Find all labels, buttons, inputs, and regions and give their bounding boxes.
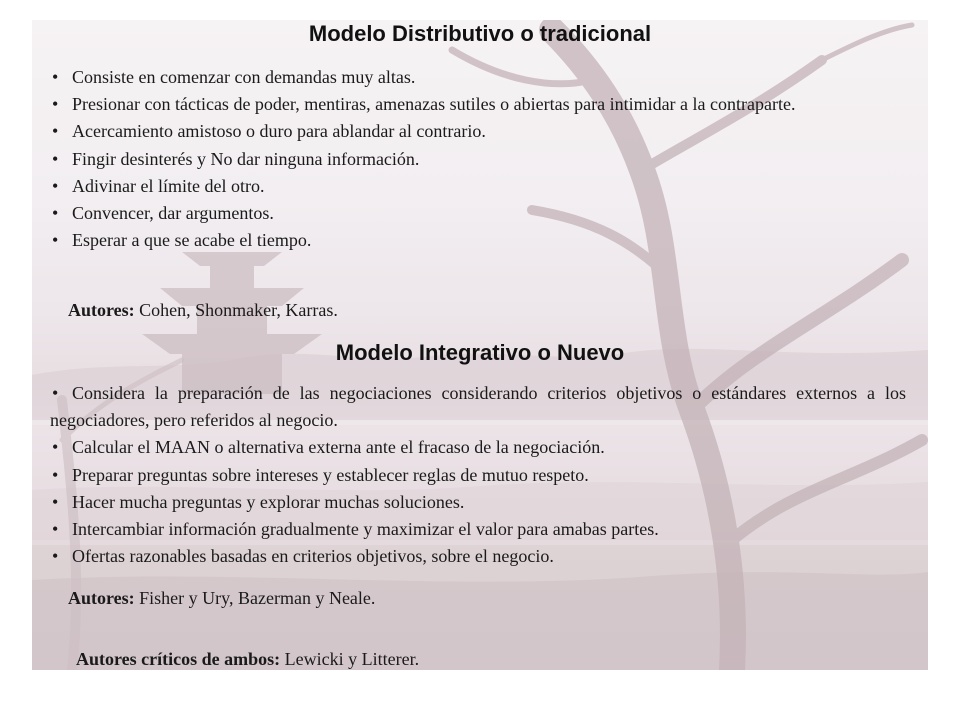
authors-integrativo xyxy=(68,587,375,609)
bullet-list-integrativo xyxy=(50,380,906,570)
list-item xyxy=(50,434,906,461)
list-item-text: Convencer, dar argumentos. xyxy=(72,203,274,224)
list-item-text: Adivinar el límite del otro. xyxy=(72,175,265,196)
section-title-integrativo: Modelo Integrativo o Nuevo xyxy=(335,340,625,365)
list-item xyxy=(50,118,906,145)
list-item-text: Esperar a que se acabe el tiempo. xyxy=(72,230,312,251)
list-item xyxy=(50,543,906,570)
list-item xyxy=(50,64,906,91)
bullet-marker: • xyxy=(52,230,59,251)
list-item-text: Fingir desinterés y No dar ninguna información. xyxy=(72,148,420,169)
list-item xyxy=(50,516,906,543)
list-item xyxy=(50,380,906,434)
bullet-marker: • xyxy=(52,94,59,115)
authors-distributivo xyxy=(68,299,338,321)
list-item xyxy=(50,173,906,200)
bullet-marker: • xyxy=(52,519,59,540)
section-title-distributivo: Modelo Distributivo o tradicional xyxy=(308,21,652,46)
list-item-text: Preparar preguntas sobre intereses y establecer reglas de mutuo respeto. xyxy=(72,464,589,485)
authors-label: Autores: xyxy=(68,588,135,608)
list-item-text: Calcular el MAAN o alternativa externa ante el fracaso de la negociación. xyxy=(72,437,605,458)
list-item-text: Acercamiento amistoso o duro para ablandar al contrario. xyxy=(72,121,486,142)
list-item-text: Ofertas razonables basadas en criterios objetivos, sobre el negocio. xyxy=(72,546,554,567)
bullet-marker: • xyxy=(52,491,59,512)
authors-label: Autores: xyxy=(68,300,135,320)
critics-label: Autores críticos de ambos: xyxy=(76,649,281,669)
bullet-marker: • xyxy=(52,546,59,567)
list-item xyxy=(50,146,906,173)
bullet-marker: • xyxy=(52,464,59,485)
bullet-marker: • xyxy=(52,121,59,142)
bullet-marker: • xyxy=(52,383,59,403)
list-item-text: Presionar con tácticas de poder, mentiras, amenazas sutiles o abiertas para intimidar a la contraparte. xyxy=(72,94,796,115)
bullet-list-distributivo xyxy=(50,64,906,254)
critics-value: Lewicki y Litterer. xyxy=(280,649,420,669)
bullet-marker: • xyxy=(52,203,59,224)
list-item-text: Hacer mucha preguntas y explorar muchas soluciones. xyxy=(72,491,465,512)
list-item-text: Considera la preparación de las negociaciones considerando criterios objetivos o estándares externos a los negociadores, pero referidos al negocio. xyxy=(50,383,906,431)
bullet-marker: • xyxy=(52,175,59,196)
bullet-marker: • xyxy=(52,437,59,458)
list-item xyxy=(50,227,906,254)
list-item xyxy=(50,91,906,118)
list-item xyxy=(50,489,906,516)
authors-criticos xyxy=(76,648,419,670)
list-item-text: Intercambiar información gradualmente y maximizar el valor para amabas partes. xyxy=(72,519,659,540)
list-item xyxy=(50,200,906,227)
authors-value: Cohen, Shonmaker, Karras. xyxy=(134,300,338,320)
list-item xyxy=(50,462,906,489)
authors-value: Fisher y Ury, Bazerman y Neale. xyxy=(134,588,376,608)
bullet-marker: • xyxy=(52,67,59,87)
list-item-text: Consiste en comenzar con demandas muy altas. xyxy=(72,67,416,87)
bullet-marker: • xyxy=(52,148,59,169)
